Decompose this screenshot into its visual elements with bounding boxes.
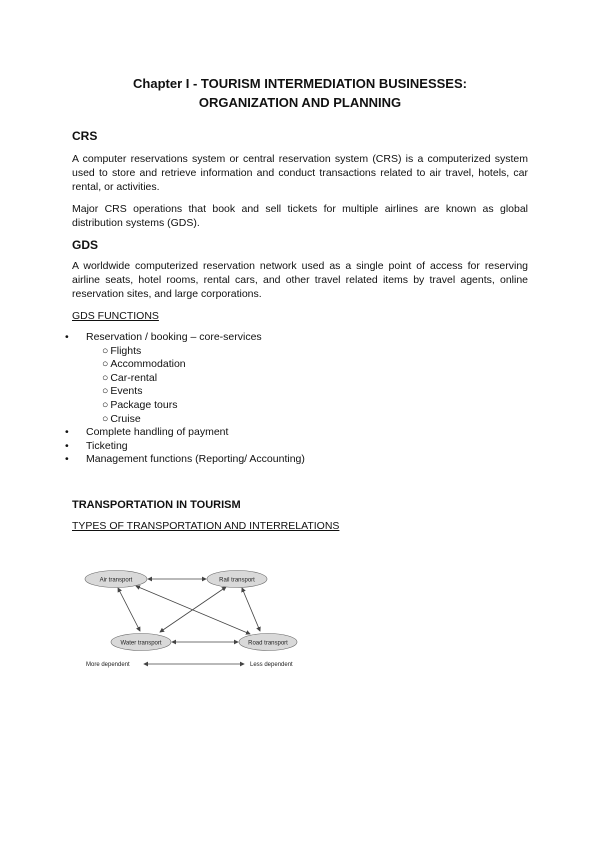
- sub-list-item: ○ Cruise: [102, 412, 141, 425]
- title-line-1: Chapter I - TOURISM INTERMEDIATION BUSINESSES:: [133, 76, 467, 91]
- bullet: •: [65, 331, 69, 343]
- crs-paragraph-1: A computer reservations system or central reservation system (CRS) is a computerized system used to store and retrieve information and conduct transactions related to air travel, hotels, car rental, or activities.: [72, 153, 528, 193]
- circle-bullet: ○: [102, 412, 109, 425]
- link-air-road: [136, 586, 250, 634]
- sub-list-item: ○ Flights: [102, 344, 142, 357]
- chapter-title: [0, 74, 600, 112]
- water-transport-label: Water transport: [120, 640, 162, 647]
- list-item: • Management functions (Reporting/ Accounting): [65, 453, 305, 466]
- list-item: • Reservation / booking – core-services: [65, 331, 262, 343]
- less-dependent-label: Less dependent: [250, 662, 293, 668]
- circle-bullet: ○: [102, 371, 109, 384]
- crs-heading: CRS: [72, 129, 98, 143]
- transportation-heading: TRANSPORTATION IN TOURISM: [72, 499, 241, 511]
- more-dependent-label: More dependent: [86, 662, 130, 668]
- gds-heading: GDS: [72, 238, 99, 252]
- gds-functions-heading: GDS FUNCTIONS: [72, 310, 159, 322]
- sub-list-item: ○ Package tours: [102, 398, 178, 411]
- link-rail-water: [160, 587, 226, 632]
- gds-functions-list: [65, 331, 305, 467]
- circle-bullet: ○: [102, 385, 109, 398]
- list-item: • Complete handling of payment: [65, 426, 229, 439]
- bullet: •: [65, 453, 69, 466]
- bullet: •: [65, 426, 69, 439]
- circle-bullet: ○: [102, 358, 109, 371]
- title-line-2: ORGANIZATION AND PLANNING: [198, 95, 402, 110]
- list-item: • Ticketing: [65, 439, 128, 452]
- air-transport-label: Air transport: [99, 577, 133, 584]
- road-transport-label: Road transport: [248, 640, 288, 647]
- transport-interrelations-diagram: [80, 566, 310, 670]
- link-rail-road: [242, 588, 260, 631]
- bullet: •: [65, 439, 69, 452]
- transport-types-heading: TYPES OF TRANSPORTATION AND INTERRELATIONS: [72, 520, 340, 532]
- sub-list-item: ○ Car-rental: [102, 371, 158, 384]
- rail-transport-label: Rail transport: [219, 577, 255, 584]
- link-air-water: [118, 588, 140, 631]
- sub-list-item: ○ Events: [102, 385, 143, 398]
- sub-list-item: ○ Accommodation: [102, 358, 186, 371]
- circle-bullet: ○: [102, 344, 109, 357]
- circle-bullet: ○: [102, 398, 109, 411]
- gds-paragraph: A worldwide computerized reservation network used as a single point of access for reserving airline seats, hotel rooms, rental cars, and other travel related items by travel agents, online reservation sites, and large corporations.: [72, 260, 528, 300]
- crs-paragraph-2: Major CRS operations that book and sell tickets for multiple airlines are known as global distribution systems (GDS).: [72, 203, 528, 229]
